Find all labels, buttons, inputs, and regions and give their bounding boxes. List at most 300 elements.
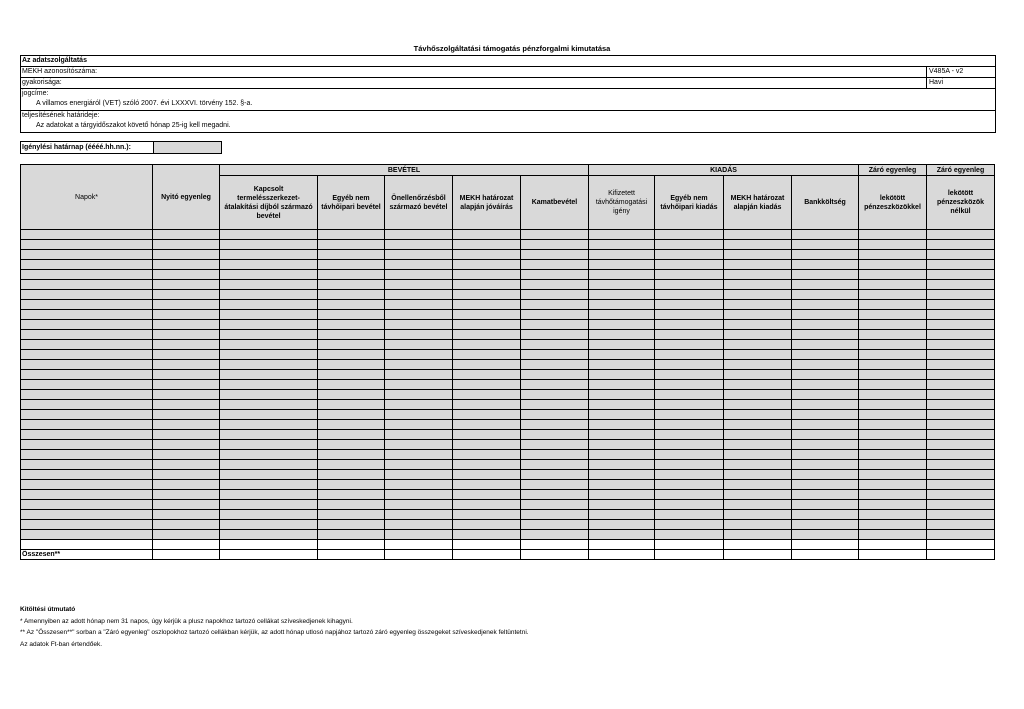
table-cell[interactable] [521,380,589,390]
table-cell[interactable] [655,460,724,470]
table-cell[interactable] [21,410,153,420]
table-cell[interactable] [927,470,995,480]
table-cell[interactable] [318,310,385,320]
table-cell[interactable] [21,260,153,270]
table-cell[interactable] [21,320,153,330]
table-cell[interactable] [655,320,724,330]
table-cell[interactable] [220,470,318,480]
table-cell[interactable] [318,420,385,430]
table-cell[interactable] [792,270,859,280]
table-cell[interactable] [521,340,589,350]
table-cell[interactable] [220,510,318,520]
table-cell[interactable] [453,450,521,460]
table-cell[interactable] [21,420,153,430]
table-cell[interactable] [792,390,859,400]
table-cell[interactable] [792,430,859,440]
table-cell[interactable] [220,500,318,510]
table-cell[interactable] [655,390,724,400]
table-cell[interactable] [385,390,453,400]
table-cell[interactable] [385,230,453,240]
table-cell[interactable] [927,350,995,360]
table-cell[interactable] [724,310,792,320]
table-cell[interactable] [792,330,859,340]
table-cell[interactable] [859,290,927,300]
table-cell[interactable] [21,230,153,240]
total-cell[interactable] [859,550,927,560]
table-cell[interactable] [220,270,318,280]
table-cell[interactable] [453,370,521,380]
table-cell[interactable] [521,420,589,430]
table-cell[interactable] [927,330,995,340]
table-cell[interactable] [385,490,453,500]
table-cell[interactable] [220,490,318,500]
table-cell[interactable] [453,300,521,310]
table-cell[interactable] [220,250,318,260]
table-cell[interactable] [655,250,724,260]
table-cell[interactable] [655,230,724,240]
table-cell[interactable] [521,240,589,250]
table-cell[interactable] [21,530,153,540]
table-cell[interactable] [589,370,655,380]
table-cell[interactable] [21,490,153,500]
table-cell[interactable] [927,340,995,350]
table-cell[interactable] [153,280,220,290]
table-cell[interactable] [521,510,589,520]
table-cell[interactable] [589,510,655,520]
table-cell[interactable] [927,450,995,460]
table-cell[interactable] [385,280,453,290]
table-cell[interactable] [318,440,385,450]
table-cell[interactable] [220,330,318,340]
table-cell[interactable] [655,300,724,310]
table-cell[interactable] [589,520,655,530]
table-cell[interactable] [927,410,995,420]
table-cell[interactable] [153,440,220,450]
table-cell[interactable] [859,400,927,410]
table-cell[interactable] [318,530,385,540]
table-cell[interactable] [927,520,995,530]
table-cell[interactable] [724,390,792,400]
table-cell[interactable] [927,380,995,390]
table-cell[interactable] [927,460,995,470]
table-cell[interactable] [385,290,453,300]
table-cell[interactable] [724,370,792,380]
table-cell[interactable] [21,310,153,320]
info-value[interactable]: V485A - v2 [926,67,995,77]
table-cell[interactable] [153,510,220,520]
table-cell[interactable] [453,490,521,500]
table-cell[interactable] [792,530,859,540]
table-cell[interactable] [453,240,521,250]
table-cell[interactable] [153,340,220,350]
table-cell[interactable] [927,260,995,270]
table-cell[interactable] [21,250,153,260]
table-cell[interactable] [521,350,589,360]
table-cell[interactable] [589,430,655,440]
table-cell[interactable] [589,360,655,370]
table-cell[interactable] [859,390,927,400]
table-cell[interactable] [521,330,589,340]
table-cell[interactable] [859,350,927,360]
table-cell[interactable] [385,440,453,450]
table-cell[interactable] [927,300,995,310]
table-cell[interactable] [724,470,792,480]
table-cell[interactable] [521,360,589,370]
table-cell[interactable] [521,470,589,480]
table-cell[interactable] [655,290,724,300]
table-cell[interactable] [385,360,453,370]
table-cell[interactable] [385,300,453,310]
table-cell[interactable] [589,440,655,450]
info-value[interactable]: Havi [926,78,995,88]
table-cell[interactable] [220,280,318,290]
table-cell[interactable] [589,380,655,390]
table-cell[interactable] [453,290,521,300]
table-cell[interactable] [927,510,995,520]
table-cell[interactable] [453,500,521,510]
total-cell[interactable] [153,550,220,560]
table-cell[interactable] [724,340,792,350]
table-cell[interactable] [21,290,153,300]
table-cell[interactable] [859,480,927,490]
table-cell[interactable] [21,520,153,530]
table-cell[interactable] [859,440,927,450]
table-cell[interactable] [385,470,453,480]
table-cell[interactable] [927,400,995,410]
table-cell[interactable] [724,350,792,360]
table-cell[interactable] [655,510,724,520]
table-cell[interactable] [724,480,792,490]
total-cell[interactable] [220,550,318,560]
table-cell[interactable] [589,340,655,350]
table-cell[interactable] [521,520,589,530]
table-cell[interactable] [220,400,318,410]
table-cell[interactable] [792,480,859,490]
table-cell[interactable] [385,330,453,340]
table-cell[interactable] [724,530,792,540]
table-cell[interactable] [153,350,220,360]
table-cell[interactable] [318,410,385,420]
table-cell[interactable] [220,360,318,370]
table-cell[interactable] [21,280,153,290]
table-cell[interactable] [589,530,655,540]
table-cell[interactable] [655,310,724,320]
table-cell[interactable] [385,260,453,270]
table-cell[interactable] [792,290,859,300]
table-cell[interactable] [318,520,385,530]
table-cell[interactable] [589,270,655,280]
table-cell[interactable] [220,420,318,430]
total-cell[interactable] [655,550,724,560]
table-cell[interactable] [21,450,153,460]
table-cell[interactable] [521,230,589,240]
table-cell[interactable] [792,340,859,350]
table-cell[interactable] [220,290,318,300]
table-cell[interactable] [318,270,385,280]
table-cell[interactable] [792,440,859,450]
table-cell[interactable] [220,240,318,250]
table-cell[interactable] [859,310,927,320]
table-cell[interactable] [521,400,589,410]
table-cell[interactable] [724,500,792,510]
table-cell[interactable] [318,300,385,310]
table-cell[interactable] [927,290,995,300]
table-cell[interactable] [724,240,792,250]
table-cell[interactable] [655,330,724,340]
table-cell[interactable] [453,330,521,340]
table-cell[interactable] [318,380,385,390]
table-cell[interactable] [318,290,385,300]
table-cell[interactable] [655,280,724,290]
table-cell[interactable] [21,440,153,450]
table-cell[interactable] [153,420,220,430]
table-cell[interactable] [453,430,521,440]
table-cell[interactable] [859,280,927,290]
table-cell[interactable] [220,260,318,270]
table-cell[interactable] [792,470,859,480]
table-cell[interactable] [724,520,792,530]
table-cell[interactable] [521,440,589,450]
table-cell[interactable] [318,250,385,260]
table-cell[interactable] [655,520,724,530]
table-cell[interactable] [385,450,453,460]
table-cell[interactable] [318,480,385,490]
total-cell[interactable] [792,550,859,560]
table-cell[interactable] [792,520,859,530]
table-cell[interactable] [589,310,655,320]
table-cell[interactable] [453,470,521,480]
table-cell[interactable] [318,390,385,400]
table-cell[interactable] [153,270,220,280]
table-cell[interactable] [220,380,318,390]
table-cell[interactable] [318,470,385,480]
table-cell[interactable] [318,260,385,270]
table-cell[interactable] [927,320,995,330]
table-cell[interactable] [521,320,589,330]
table-cell[interactable] [385,380,453,390]
table-cell[interactable] [927,370,995,380]
table-cell[interactable] [521,310,589,320]
table-cell[interactable] [220,430,318,440]
table-cell[interactable] [792,410,859,420]
table-cell[interactable] [453,380,521,390]
table-cell[interactable] [153,450,220,460]
table-cell[interactable] [21,270,153,280]
table-cell[interactable] [153,230,220,240]
table-cell[interactable] [385,410,453,420]
table-cell[interactable] [927,530,995,540]
table-cell[interactable] [220,390,318,400]
table-cell[interactable] [655,260,724,270]
table-cell[interactable] [153,530,220,540]
table-cell[interactable] [21,360,153,370]
table-cell[interactable] [521,250,589,260]
table-cell[interactable] [220,410,318,420]
table-cell[interactable] [724,290,792,300]
table-cell[interactable] [385,370,453,380]
table-cell[interactable] [859,300,927,310]
table-cell[interactable] [927,480,995,490]
table-cell[interactable] [220,370,318,380]
table-cell[interactable] [521,490,589,500]
table-cell[interactable] [21,300,153,310]
table-cell[interactable] [453,520,521,530]
table-cell[interactable] [153,360,220,370]
table-cell[interactable] [453,250,521,260]
table-cell[interactable] [927,500,995,510]
table-cell[interactable] [453,410,521,420]
table-cell[interactable] [927,310,995,320]
table-cell[interactable] [153,430,220,440]
table-cell[interactable] [589,500,655,510]
table-cell[interactable] [385,250,453,260]
table-cell[interactable] [318,350,385,360]
table-cell[interactable] [859,520,927,530]
table-cell[interactable] [21,380,153,390]
table-cell[interactable] [21,480,153,490]
table-cell[interactable] [724,280,792,290]
table-cell[interactable] [21,470,153,480]
table-cell[interactable] [724,300,792,310]
table-cell[interactable] [453,400,521,410]
table-cell[interactable] [724,490,792,500]
table-cell[interactable] [792,460,859,470]
table-cell[interactable] [724,330,792,340]
table-cell[interactable] [792,240,859,250]
total-cell[interactable] [385,550,453,560]
table-cell[interactable] [153,380,220,390]
table-cell[interactable] [453,230,521,240]
table-cell[interactable] [220,310,318,320]
table-cell[interactable] [220,440,318,450]
table-cell[interactable] [153,300,220,310]
table-cell[interactable] [792,400,859,410]
table-cell[interactable] [521,290,589,300]
table-cell[interactable] [153,330,220,340]
table-cell[interactable] [318,510,385,520]
table-cell[interactable] [859,380,927,390]
table-cell[interactable] [453,440,521,450]
table-cell[interactable] [385,430,453,440]
table-cell[interactable] [153,320,220,330]
table-cell[interactable] [385,270,453,280]
table-cell[interactable] [521,500,589,510]
table-cell[interactable] [724,430,792,440]
table-cell[interactable] [792,260,859,270]
table-cell[interactable] [453,420,521,430]
table-cell[interactable] [655,360,724,370]
table-cell[interactable] [927,280,995,290]
table-cell[interactable] [655,380,724,390]
table-cell[interactable] [385,240,453,250]
table-cell[interactable] [453,280,521,290]
table-cell[interactable] [724,460,792,470]
table-cell[interactable] [859,270,927,280]
table-cell[interactable] [927,230,995,240]
table-cell[interactable] [385,480,453,490]
table-cell[interactable] [153,310,220,320]
table-cell[interactable] [927,270,995,280]
table-cell[interactable] [453,340,521,350]
table-cell[interactable] [589,470,655,480]
table-cell[interactable] [589,240,655,250]
table-cell[interactable] [859,470,927,480]
table-cell[interactable] [589,450,655,460]
total-cell[interactable] [927,550,995,560]
table-cell[interactable] [792,360,859,370]
table-cell[interactable] [724,410,792,420]
table-cell[interactable] [21,340,153,350]
table-cell[interactable] [385,350,453,360]
table-cell[interactable] [220,460,318,470]
table-cell[interactable] [792,250,859,260]
total-cell[interactable] [318,550,385,560]
table-cell[interactable] [589,330,655,340]
table-cell[interactable] [655,370,724,380]
table-cell[interactable] [21,430,153,440]
table-cell[interactable] [589,410,655,420]
table-cell[interactable] [318,400,385,410]
table-cell[interactable] [927,360,995,370]
table-cell[interactable] [21,240,153,250]
table-cell[interactable] [589,260,655,270]
table-cell[interactable] [655,410,724,420]
table-cell[interactable] [453,350,521,360]
table-cell[interactable] [385,420,453,430]
table-cell[interactable] [792,230,859,240]
table-cell[interactable] [927,240,995,250]
table-cell[interactable] [792,300,859,310]
table-cell[interactable] [318,330,385,340]
table-cell[interactable] [385,460,453,470]
table-cell[interactable] [220,480,318,490]
table-cell[interactable] [589,250,655,260]
table-cell[interactable] [318,490,385,500]
table-cell[interactable] [318,280,385,290]
table-cell[interactable] [859,500,927,510]
table-cell[interactable] [927,430,995,440]
table-cell[interactable] [724,380,792,390]
table-cell[interactable] [589,460,655,470]
table-cell[interactable] [153,460,220,470]
table-cell[interactable] [21,510,153,520]
table-cell[interactable] [521,450,589,460]
table-cell[interactable] [655,400,724,410]
table-cell[interactable] [453,460,521,470]
table-cell[interactable] [655,340,724,350]
table-cell[interactable] [521,480,589,490]
table-cell[interactable] [655,450,724,460]
table-cell[interactable] [453,360,521,370]
table-cell[interactable] [724,420,792,430]
table-cell[interactable] [589,230,655,240]
total-cell[interactable] [724,550,792,560]
table-cell[interactable] [453,320,521,330]
table-cell[interactable] [655,420,724,430]
table-cell[interactable] [589,400,655,410]
table-cell[interactable] [859,240,927,250]
table-cell[interactable] [453,530,521,540]
table-cell[interactable] [153,410,220,420]
table-cell[interactable] [521,270,589,280]
table-cell[interactable] [792,450,859,460]
table-cell[interactable] [724,260,792,270]
table-cell[interactable] [655,270,724,280]
table-cell[interactable] [153,250,220,260]
table-cell[interactable] [220,340,318,350]
total-cell[interactable] [453,550,521,560]
table-cell[interactable] [521,300,589,310]
